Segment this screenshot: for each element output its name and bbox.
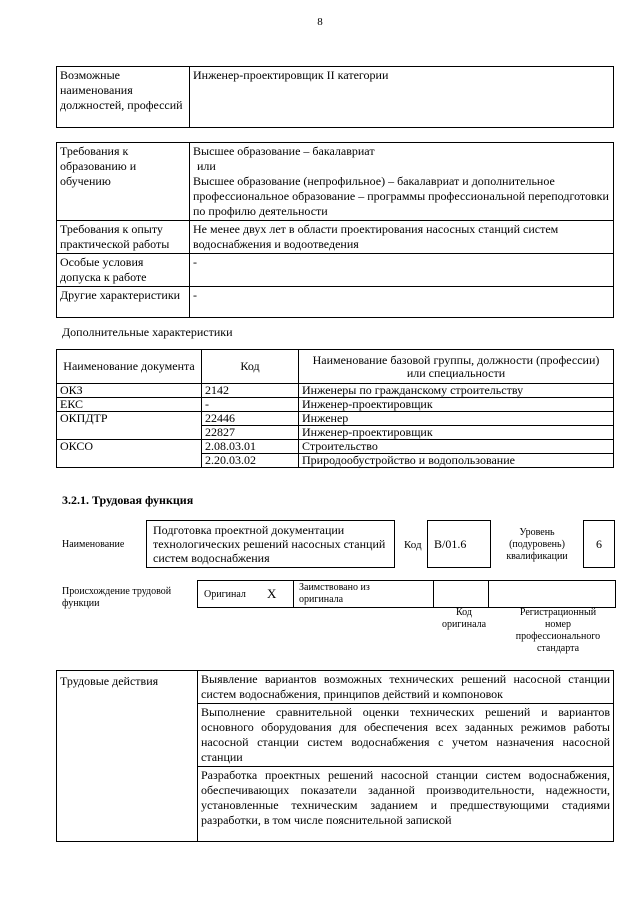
row-code: - — [202, 398, 299, 412]
special-conditions-value: - — [190, 254, 614, 287]
special-conditions-label: Особые условия допуска к работе — [57, 254, 190, 287]
origin-original-mark: X — [267, 586, 277, 601]
function-code-box — [427, 520, 491, 568]
positions-label: Возможные наименования должностей, профессий — [57, 67, 190, 128]
education-line-1: Высшее образование – бакалавриат — [193, 144, 375, 158]
additional-characteristics-title: Дополнительные характеристики — [62, 325, 233, 339]
row-group: Инженер-проектировщик — [299, 426, 614, 440]
header-group: Наименование базовой группы, должности (профессии) или специальности — [299, 350, 614, 384]
table-row — [57, 384, 614, 398]
origin-divider — [488, 581, 489, 607]
experience-value: Не менее двух лет в области проектирования насосных станций систем водоснабжения и водоотведения — [190, 221, 614, 254]
row-group: Инженер — [299, 412, 614, 426]
code-of-original-caption: Код оригинала — [441, 607, 487, 630]
row-group: Инженеры по гражданскому строительству — [299, 384, 614, 398]
additional-characteristics-table — [56, 349, 614, 468]
table-row — [57, 412, 614, 426]
qualification-level-box — [583, 520, 615, 568]
function-name-label: Наименование — [62, 539, 125, 550]
header-document: Наименование документа — [57, 350, 202, 384]
function-name-value: Подготовка проектной документации технологических решений насосных станций систем водоснабжения — [153, 523, 386, 565]
origin-divider — [293, 581, 294, 607]
registration-number-caption: Регистрационный номер профессионального стандарта — [515, 607, 601, 654]
origin-borrowed-label: Заимствовано из оригинала — [299, 582, 370, 605]
row-document: ОКЗ — [57, 384, 202, 398]
row-code: 22446 — [202, 412, 299, 426]
origin-label: Происхождение трудовой функции — [62, 586, 172, 609]
table-row — [57, 398, 614, 412]
origin-divider — [433, 581, 434, 607]
row-code: 2.08.03.01 — [202, 440, 299, 454]
row-document: ОКПДТР — [57, 412, 202, 440]
function-name-box — [146, 520, 395, 568]
positions-value: Инженер-проектировщик II категории — [190, 67, 614, 128]
row-document: ОКСО — [57, 440, 202, 468]
row-code: 2142 — [202, 384, 299, 398]
row-code: 22827 — [202, 426, 299, 440]
positions-table — [56, 66, 614, 128]
origin-box — [197, 580, 616, 608]
function-code-label: Код — [404, 539, 422, 551]
header-code: Код — [202, 350, 299, 384]
row-document: ЕКС — [57, 398, 202, 412]
other-characteristics-label: Другие характеристики — [57, 287, 190, 318]
education-line-2: или — [197, 159, 216, 173]
labor-action-item: Выявление вариантов возможных технических решений насосной станции систем водоснабжения, принципов действий и компоновок — [198, 671, 614, 704]
experience-label: Требования к опыту практической работы — [57, 221, 190, 254]
labor-actions-table — [56, 670, 614, 842]
row-group: Инженер-проектировщик — [299, 398, 614, 412]
origin-original-label: Оригинал — [204, 589, 246, 600]
labor-actions-label: Трудовые действия — [57, 671, 198, 842]
education-line-3: Высшее образование (непрофильное) – бакалавриат и дополнительное профессиональное образование – программы профессиональной переподготовки по профилю деятельности — [193, 174, 609, 218]
row-group: Природообустройство и водопользование — [299, 454, 614, 468]
labor-action-item: Разработка проектных решений насосной станции систем водоснабжения, обеспечивающих показатели заданной производительности, надежности, установленные техническим заданием и предшествующими стадиями разработки, в том числе пояснительной запиской — [198, 767, 614, 842]
labor-action-item: Выполнение сравнительной оценки технических решений и вариантов основного оборудования для обеспечения всех заданных режимов работы насосной станции систем водоснабжения с учетом назначения насосной станции — [198, 704, 614, 767]
row-code: 2.20.03.02 — [202, 454, 299, 468]
page-number: 8 — [317, 16, 323, 28]
section-heading: 3.2.1. Трудовая функция — [62, 493, 194, 507]
qualification-level-value: 6 — [596, 537, 602, 551]
function-code-value: B/01.6 — [434, 537, 467, 551]
table-row — [57, 440, 614, 454]
other-characteristics-value: - — [190, 287, 614, 318]
education-label: Требования к образованию и обучению — [57, 143, 190, 221]
qualification-level-label: Уровень (подуровень) квалификации — [506, 527, 568, 562]
requirements-table — [56, 142, 614, 318]
row-group: Строительство — [299, 440, 614, 454]
education-value — [190, 143, 614, 221]
